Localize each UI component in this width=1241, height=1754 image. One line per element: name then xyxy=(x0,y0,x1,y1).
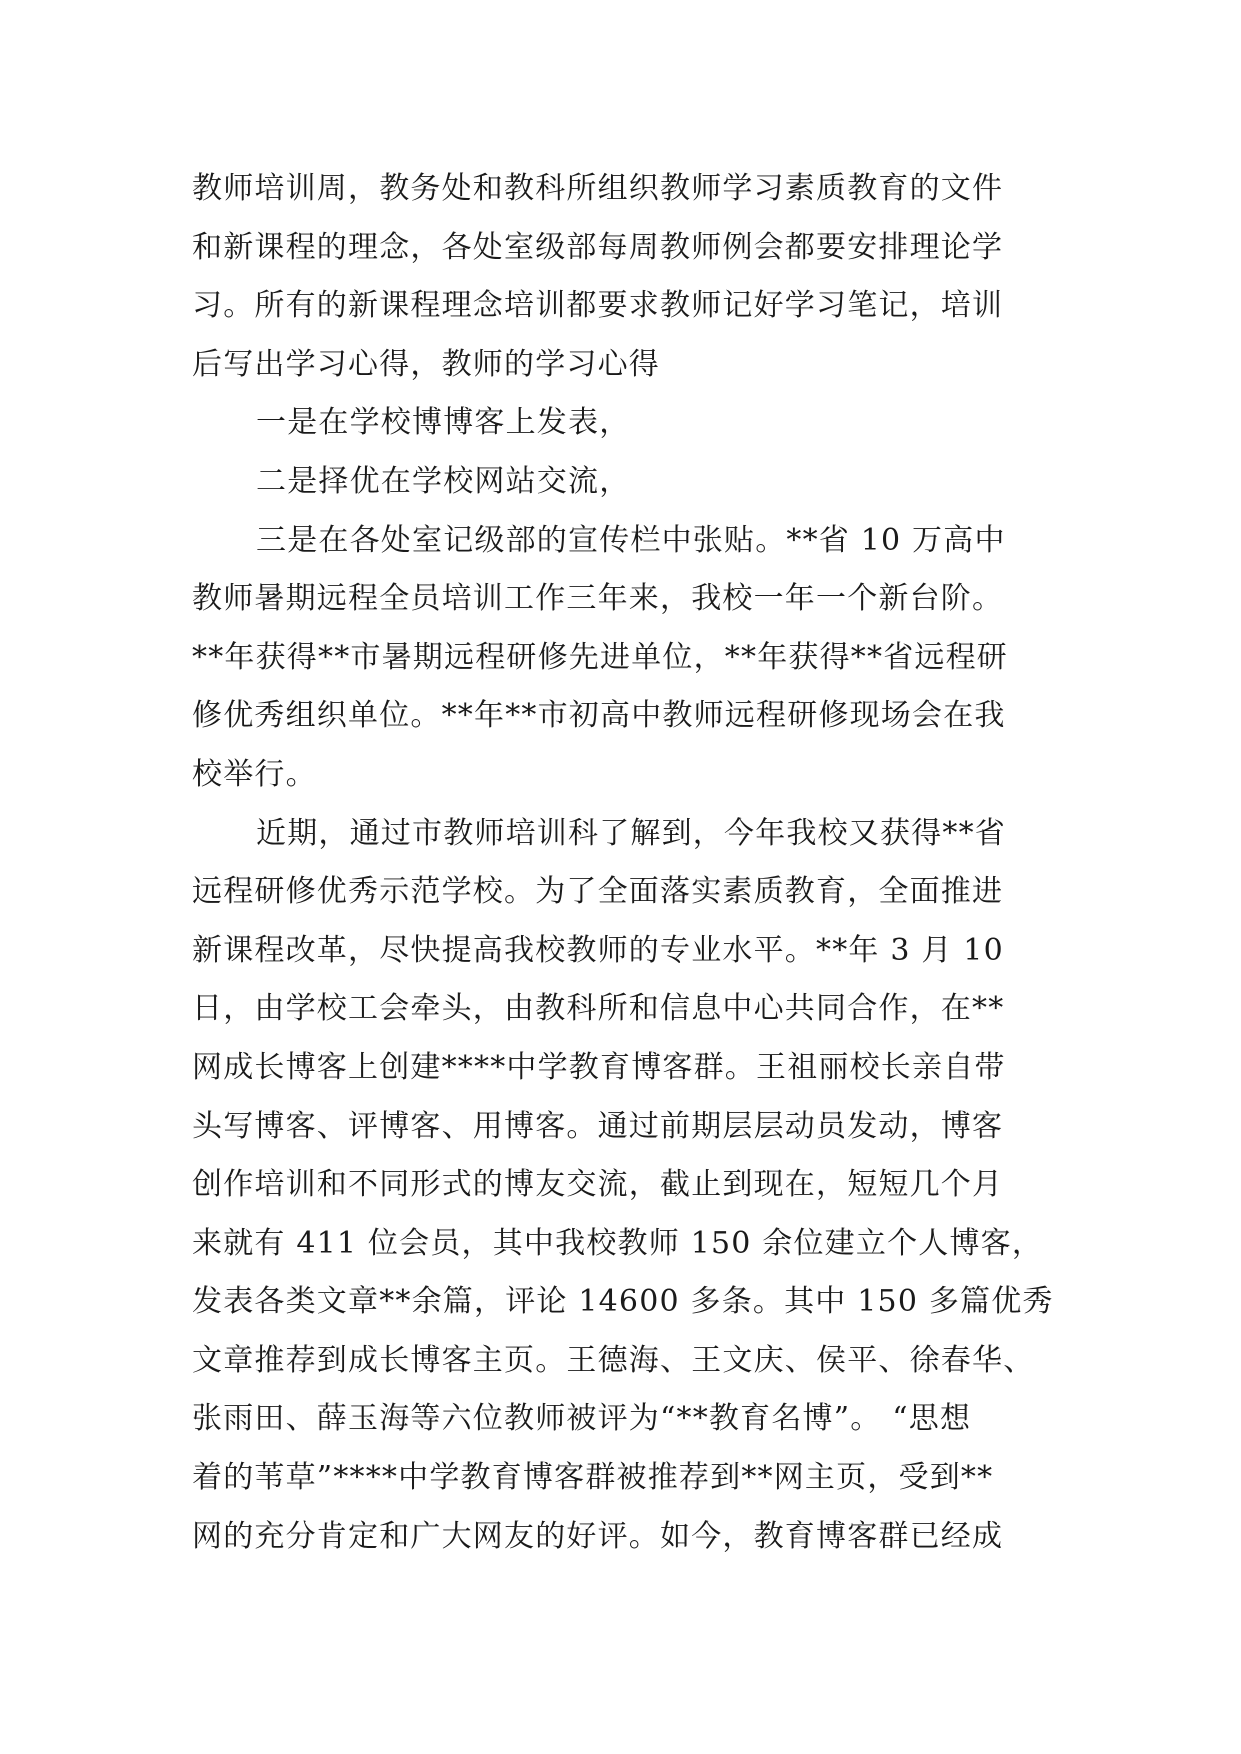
text-line: 发表各类文章**余篇，评论 14600 多条。其中 150 多篇优秀 xyxy=(192,1284,1054,1320)
text-line: 日，由学校工会牵头，由教科所和信息中心共同合作，在** xyxy=(192,991,1005,1027)
text-line: 教师培训周，教务处和教科所组织教师学习素质教育的文件 xyxy=(192,171,1004,206)
body-text xyxy=(192,160,1067,1566)
text-line: 教师暑期远程全员培训工作三年来，我校一年一个新台阶。 xyxy=(192,581,1004,617)
text-line: 创作培训和不同形式的博友交流，截止到现在，短短几个月 xyxy=(192,1167,1004,1203)
text-line: 近期，通过市教师培训科了解到，今年我校又获得**省 xyxy=(256,815,1006,851)
text-line: 后写出学习心得，教师的学习心得 xyxy=(192,346,660,382)
text-line: 远程研修优秀示范学校。为了全面落实素质教育，全面推进 xyxy=(192,874,1004,910)
text-line: 和新课程的理念，各处室级部每周教师例会都要安排理论学 xyxy=(192,229,1004,265)
text-line: 新课程改革，尽快提高我校教师的专业水平。**年 3 月 10 xyxy=(192,932,1004,968)
text-line: 文章推荐到成长博客主页。王德海、王文庆、侯平、徐春华、 xyxy=(192,1342,1035,1378)
text-line: 网的充分肯定和广大网友的好评。如今，教育博客群已经成 xyxy=(192,1518,1004,1554)
text-line: 来就有 411 位会员，其中我校教师 150 余位建立个人博客， xyxy=(192,1225,1044,1261)
text-line: 一是在学校博博客上发表， xyxy=(256,405,631,441)
text-line: 张雨田、薛玉海等六位教师被评为“**教育名博”。 “思想 xyxy=(192,1401,972,1437)
text-line: 头写博客、评博客、用博客。通过前期层层动员发动，博客 xyxy=(192,1108,1004,1144)
text-line: 三是在各处室记级部的宣传栏中张贴。**省 10 万高中 xyxy=(256,522,1006,558)
text-line: 二是择优在学校网站交流， xyxy=(256,463,631,499)
text-line: 习。所有的新课程理念培训都要求教师记好学习笔记，培训 xyxy=(192,288,1004,324)
text-line: 修优秀组织单位。**年**市初高中教师远程研修现场会在我 xyxy=(192,698,1006,734)
text-line: 网成长博客上创建****中学教育博客群。王祖丽校长亲自带 xyxy=(192,1049,1006,1085)
text-line: **年获得**市暑期远程研修先进单位，**年获得**省远程研 xyxy=(192,639,1008,675)
text-line: 校举行。 xyxy=(192,756,317,792)
text-line: 着的苇草”****中学教育博客群被推荐到**网主页，受到** xyxy=(192,1460,994,1496)
